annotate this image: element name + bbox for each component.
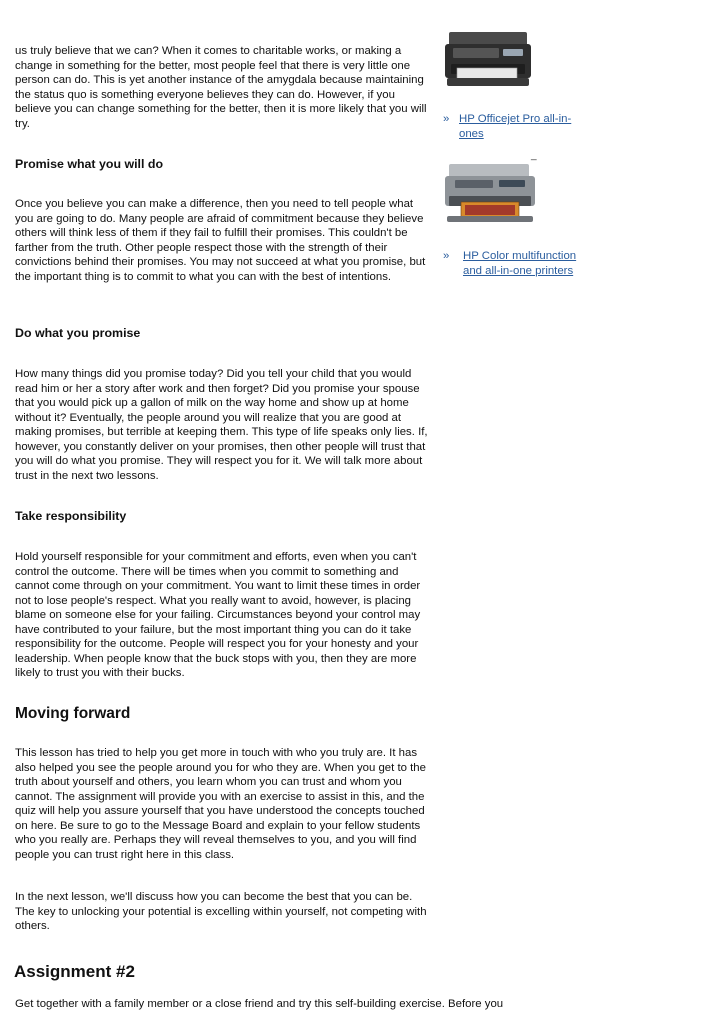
heading-do-what-you-promise: Do what you promise: [15, 326, 141, 340]
bullet-icon: »: [443, 113, 450, 125]
do-paragraph: How many things did you promise today? Did you tell your child that you would read him or her a story after work and then forget? Did you promise your spouse that you would pick up a gallon of milk on the way home and show up at home without it? Eventually, the people around you will realize that you are good at making promises, but terrible at keeping them. This type of life speaks only lies. If, however, you constantly deliver on your promises, then other people will trust that you will do what you promise. They will respect you for it. We will talk more about trust in the next two lessons.: [15, 368, 428, 482]
next-lesson-paragraph: In the next lesson, we'll discuss how you can become the best that you can be. The key to unlocking your potential is excelling within yourself, not competing with others.: [15, 891, 427, 932]
intro-paragraph: us truly believe that we can? When it comes to charitable works, or making a change in something for the better, most people feel that there is very little one person can do. This is yet another instance of the amygdala because maintaining the status quo is something everyone believes they can do. However, if you believe you can change something for the better, then it is more likely that you will try.: [15, 45, 427, 130]
hp-color-multifunction-link[interactable]: HP Color multifunction and all-in-one printers: [463, 250, 577, 277]
hp-officejet-pro-link[interactable]: HP Officejet Pro all-in-ones: [459, 113, 572, 140]
moving-forward-paragraph: This lesson has tried to help you get more in touch with who you truly are. It has also helped you see the people around you for who they are. When you get to the truth about yourself and others, you learn whom you can trust and whom you cannot. The assignment will provide you with an exercise to assist in this, and the quiz will help you assure yourself that you have understood the concepts touched on here. Be sure to go to the Message Board and explain to your fellow students who you really are. Perhaps they will reveal themselves to you, and you will find people you can trust right here in this class.: [15, 747, 426, 861]
assignment-paragraph: Get together with a family member or a close friend and try this self-building exercise. Before you: [15, 998, 504, 1010]
heading-assignment: Assignment #2: [14, 962, 135, 981]
heading-promise: Promise what you will do: [15, 157, 164, 171]
divider-mark: _: [531, 150, 537, 161]
color-multifunction-printer-image[interactable]: [443, 160, 539, 224]
promise-paragraph: Once you believe you can make a difference, then you need to tell people what you are going to do. Many people are afraid of commitment because they believe others will think less of them if they fail to fulfill their promises. This couldn't be farther from the truth. Other people respect those with the strength of their convictions behind their promises. You may not succeed at what you promise, but the important thing is to commit to what you can with the best of intentions.: [15, 198, 426, 283]
heading-moving-forward: Moving forward: [15, 705, 131, 722]
responsibility-paragraph: Hold yourself responsible for your commitment and efforts, even when you can't control the outcome. There will be times when you commit to something and cannot come through on your commitment. You want to limit these times in order not to lose people's respect. What you really want to avoid, however, is placing blame on someone else for your failing. Circumstances beyond your control may have contributed to your failure, but the most important thing you can do it take responsibility for the outcome. People will respect you for your honesty and your leadership. When people know that the buck stops with you, then they are more likely to trust you with their bucks.: [15, 551, 421, 679]
officejet-printer-image[interactable]: [443, 24, 533, 92]
bullet-icon: »: [443, 250, 450, 262]
heading-take-responsibility: Take responsibility: [15, 509, 127, 523]
